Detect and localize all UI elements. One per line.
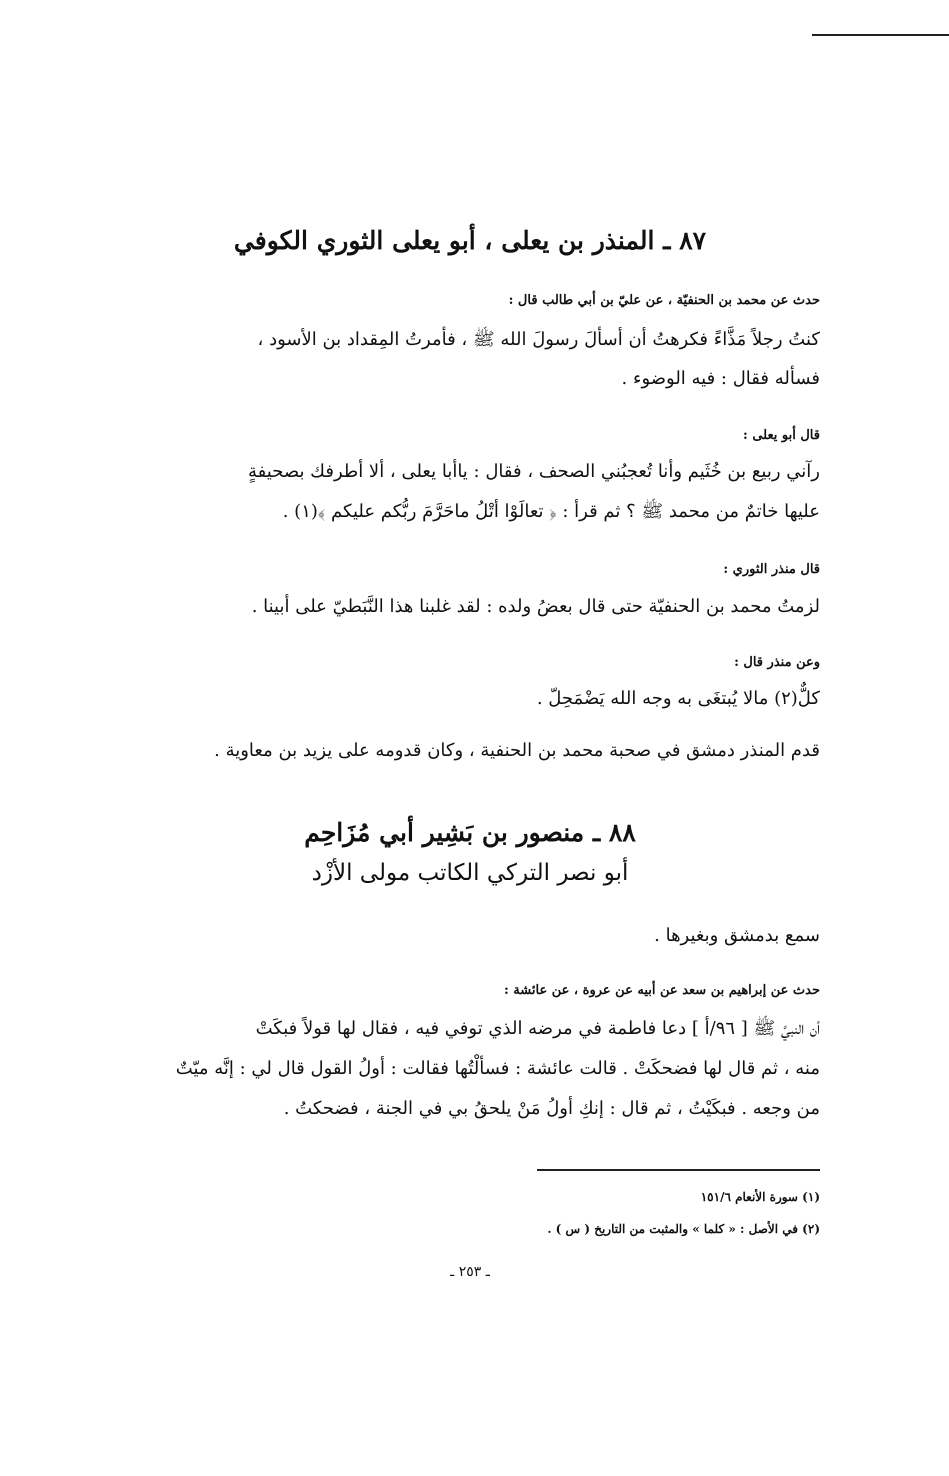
top-right-rule [812,34,949,36]
section-87-paragraph-5-line-1: قدم المنذر دمشق في صحبة محمد بن الحنفية ، وكان قدومه على يزيد بن معاوية . [214,740,820,761]
section-87-isnad-1: حدث عن محمد بن الحنفيّة ، عن عليّ بن أبي طالب قال : [508,293,820,308]
section-88-paragraph-2-line-2: منه ، ثم قال لها فضحكَتْ . قالت عائشة : فسألْتُها فقالت : أولُ القول قال لي : إنَّه ميّتٌ [175,1058,820,1079]
section-87-isnad-2: قال أبو يعلى : [743,428,820,443]
section-88-paragraph-2-line-1: أن النبيَّ ﷺ [ ٩٦/أ ] دعا فاطمة في مرضه الذي توفي فيه ، فقال لها قولاً فبكَتْ [255,1018,820,1039]
section-88-isnad-1: حدث عن إبراهيم بن سعد عن أبيه عن عروة ، عن عائشة : [503,983,820,998]
footnote-1: (١) سورة الأنعام ١٥١/٦ [700,1190,820,1204]
section-87-paragraph-2-line-2: عليها خاتمٌ من محمد ﷺ ؟ ثم قرأ : ﴿ تعالَوْا أتْلُ ماحَرَّمَ ربُّكم عليكم ﴾(١) . [282,501,820,522]
section-87-paragraph-4-line-1: كلٌّ(٢) مالا يُبتغَى به وجه الله يَضْمَحِلّ . [536,688,820,709]
section-87-isnad-4: وعن منذر قال : [734,655,820,670]
section-87-paragraph-1-line-2: فسأله فقال : فيه الوضوء . [621,368,820,389]
section-88-paragraph-2-line-3: من وجعه . فبكَيْتُ ، ثم قال : إنكِ أولُ مَنْ يلحقُ بي في الجنة ، فضحكتُ . [283,1098,820,1119]
section-87-paragraph-2-line-1: رآني ربيع بن خُثَيم وأنا تُعجبُني الصحف ، فقال : ياأبا يعلى ، ألا أطرفك بصحيفةٍ [248,461,820,482]
footnote-separator-rule [537,1169,820,1171]
section-88-title: ٨٨ ـ منصور بن بَشِير أبي مُزَاحِم [304,818,636,847]
page-number: ـ ٢٥٣ ـ [450,1264,490,1280]
section-87-isnad-3: قال منذر الثوري : [723,562,820,577]
section-87-title: ٨٧ ـ المنذر بن يعلى ، أبو يعلى الثوري الكوفي [233,226,707,255]
document-page [120,0,820,1476]
section-87-paragraph-1-line-1: كنتُ رجلاً مَذَّاءً فكرهتُ أن أسألَ رسولَ الله ﷺ ، فأمرتُ المِقداد بن الأسود ، [257,329,820,350]
section-88-paragraph-1-line-1: سمع بدمشق وبغيرها . [654,925,820,946]
section-88-subtitle: أبو نصر التركي الكاتب مولى الأزْد [311,860,629,886]
section-87-paragraph-3-line-1: لزمتُ محمد بن الحنفيّة حتى قال بعضُ ولده : لقد غلبنا هذا النَّبَطيّ على أبينا . [251,596,820,617]
footnote-2: (٢) في الأصل : « كلما » والمثبت من التاريخ ( س ) . [547,1222,820,1236]
